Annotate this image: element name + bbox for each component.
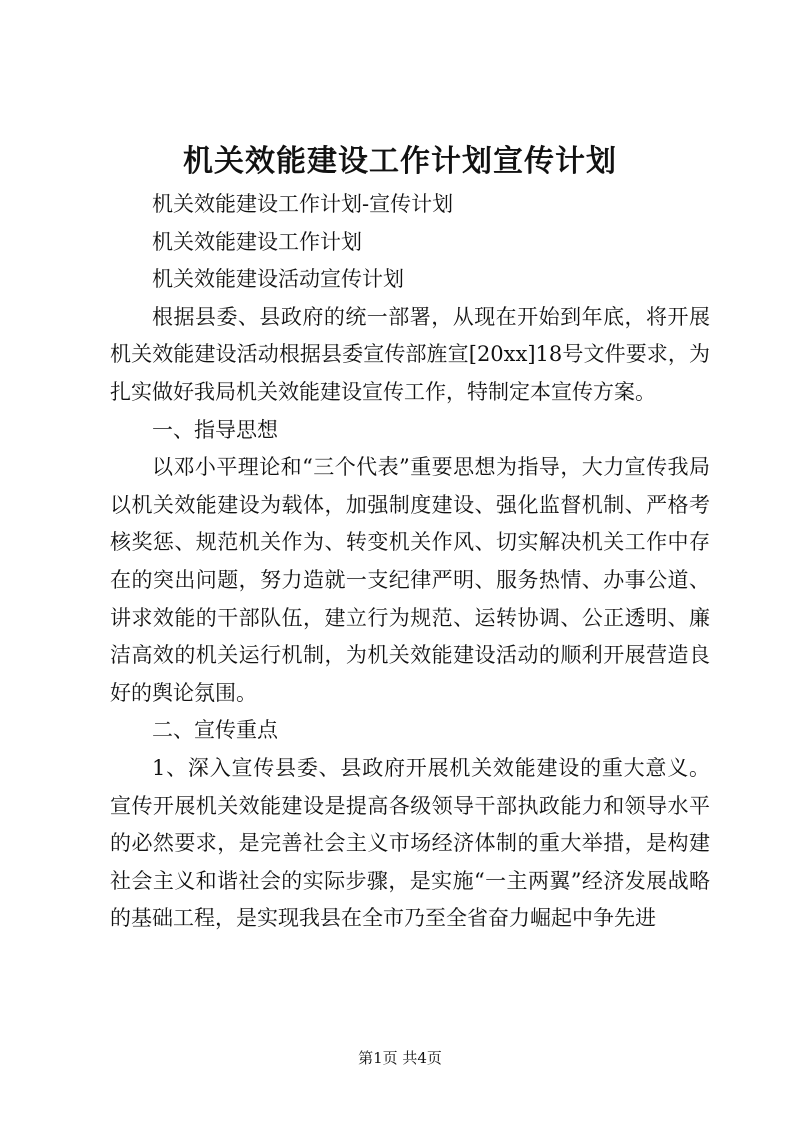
paragraph-subtitle-3: 机关效能建设活动宣传计划 [152,267,404,292]
paragraph-publicity-focus-1: 1、深入宣传县委、县政府开展机关效能建设的重大意义。宣传开展机关效能建设是提高各级领导干部执政能力和领导水平的必然要求，是完善社会主义市场经济体制的重大举措，是构建社会主义和谐社会的实际步骤，是实施“一主两翼”经济发展战略的基础工程，是实现我县在全市乃至全省奋力崛起中争先进 [110,755,710,931]
paragraph-guiding-ideology: 以邓小平理论和“三个代表”重要思想为指导，大力宣传我局以机关效能建设为载体，加强制度建设、强化监督机制、严格考核奖惩、规范机关作为、转变机关作风、切实解决机关工作中存在的突出问题，努力造就一支纪律严明、服务热情、办事公道、讲求效能的干部队伍，建立行为规范、运转协调、公正透明、廉洁高效的机关运行机制，为机关效能建设活动的顺利开展营造良好的舆论氛围。 [110,455,710,705]
document-body [110,186,710,938]
section-heading-guiding-ideology: 一、指导思想 [152,417,278,442]
section-heading-publicity-focus: 二、宣传重点 [152,718,278,743]
paragraph-subtitle-1: 机关效能建设工作计划-宣传计划 [152,192,454,216]
paragraph-intro: 根据县委、县政府的统一部署，从现在开始到年底，将开展机关效能建设活动根据县委宣传部旌宣[20xx]18号文件要求，为扎实做好我局机关效能建设宣传工作，特制定本宣传方案。 [110,304,710,404]
page-footer: 第1页 共4页 [358,1049,442,1067]
paragraph-subtitle-2: 机关效能建设工作计划 [152,229,362,254]
document-title: 机关效能建设工作计划宣传计划 [183,144,617,179]
